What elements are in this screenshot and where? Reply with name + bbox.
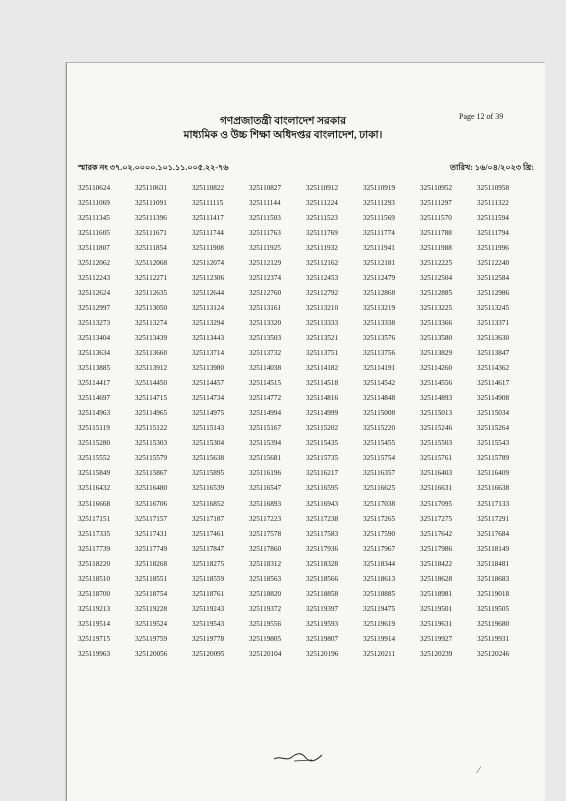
- table-row: [78, 300, 517, 315]
- roll-number-cell: 325113912: [135, 364, 168, 373]
- roll-number-cell: 325120211: [363, 649, 396, 658]
- roll-number-cell: 325112504: [420, 273, 453, 282]
- roll-number-cell: 325117265: [363, 514, 396, 523]
- roll-number-cell: 325111794: [477, 228, 509, 237]
- table-row: [78, 240, 517, 255]
- table-row: [78, 511, 517, 526]
- roll-number-cell: 325117684: [477, 529, 510, 538]
- roll-number-cell: 325113245: [477, 303, 510, 312]
- roll-number-cell: 325111293: [363, 198, 395, 207]
- roll-number-cell: 325118344: [363, 559, 396, 568]
- table-row: [78, 406, 517, 421]
- roll-number-cell: 325113630: [477, 333, 510, 342]
- roll-number-cell: 325119501: [420, 604, 453, 613]
- table-row: [78, 571, 517, 586]
- roll-number-cell: 325117335: [78, 529, 111, 538]
- roll-number-cell: 325119514: [78, 619, 111, 628]
- table-row: [78, 255, 517, 270]
- roll-number-cell: 325114734: [192, 394, 225, 403]
- roll-number-cell: 325117038: [363, 499, 396, 508]
- roll-number-cell: 325117095: [420, 499, 453, 508]
- roll-number-cell: 325111941: [363, 243, 395, 252]
- roll-number-cell: 325117590: [363, 529, 396, 538]
- roll-number-cell: 325114457: [192, 379, 225, 388]
- roll-number-cell: 325115579: [135, 454, 168, 463]
- roll-number-cell: 325114816: [306, 394, 339, 403]
- roll-number-cell: 325111763: [249, 228, 281, 237]
- roll-number-cell: 325110912: [306, 183, 339, 192]
- roll-number-cell: 325117739: [78, 544, 111, 553]
- roll-number-cell: 325120104: [249, 649, 282, 658]
- roll-number-cell: 325112240: [477, 258, 510, 267]
- roll-number-cell: 325120095: [192, 649, 225, 658]
- roll-number-cell: 325112635: [135, 288, 168, 297]
- roll-number-cell: 325113443: [192, 333, 225, 342]
- roll-number-cell: 325118820: [249, 589, 282, 598]
- roll-number-cell: 325118683: [477, 574, 510, 583]
- roll-number-cell: 325118700: [78, 589, 111, 598]
- roll-number-cell: 325113756: [363, 349, 396, 358]
- roll-number-cell: 325117151: [78, 514, 111, 523]
- roll-number-cell: 325116547: [249, 484, 282, 493]
- roll-number-cell: 325111774: [363, 228, 395, 237]
- roll-number-cell: 325112624: [78, 288, 111, 297]
- roll-number-cell: 325113751: [306, 349, 339, 358]
- roll-number-cell: 325119778: [192, 634, 225, 643]
- roll-number-cell: 325117238: [306, 514, 339, 523]
- roll-number-cell: 325115246: [420, 424, 453, 433]
- roll-number-cell: 325116943: [306, 499, 339, 508]
- roll-number-cell: 325114893: [420, 394, 453, 403]
- roll-number-cell: 325114518: [306, 379, 339, 388]
- roll-number-cell: 325115303: [135, 439, 168, 448]
- roll-number-cell: 325111769: [306, 228, 338, 237]
- roll-number-cell: 325111925: [249, 243, 281, 252]
- roll-number-cell: 325115867: [135, 469, 168, 478]
- roll-number-table: [78, 180, 517, 662]
- table-row: [78, 556, 517, 571]
- roll-number-cell: 325120056: [135, 649, 168, 658]
- roll-number-cell: 325111996: [477, 243, 509, 252]
- roll-number-cell: 325118563: [249, 574, 282, 583]
- roll-number-cell: 325112374: [249, 273, 282, 282]
- roll-number-cell: 325113294: [192, 318, 225, 327]
- table-row: [78, 616, 517, 631]
- roll-number-cell: 325111807: [78, 243, 110, 252]
- roll-number-cell: 325114963: [78, 409, 111, 418]
- roll-number-cell: 325119807: [306, 634, 339, 643]
- roll-number-cell: 325114908: [477, 394, 510, 403]
- roll-number-cell: 325113338: [363, 318, 396, 327]
- roll-number-cell: 325111069: [78, 198, 110, 207]
- memo-number: স্মারক নং ৩৭.০২.০০০০.১০১.১১.০০৫.২২-৭৬: [78, 163, 229, 172]
- roll-number-cell: 325114556: [420, 379, 453, 388]
- roll-number-cell: 325118858: [306, 589, 339, 598]
- roll-number-cell: 325112584: [477, 273, 510, 282]
- table-row: [78, 436, 517, 451]
- roll-number-cell: 325115681: [249, 454, 282, 463]
- roll-number-cell: 325112129: [249, 258, 282, 267]
- roll-number-cell: 325117291: [477, 514, 510, 523]
- signature-image: [272, 747, 334, 765]
- roll-number-cell: 325110624: [78, 183, 111, 192]
- table-row: [78, 541, 517, 556]
- roll-number-cell: 325114975: [192, 409, 225, 418]
- government-title: গণপ্রজাতন্ত্রী বাংলাদেশ সরকার: [219, 116, 347, 127]
- table-row: [78, 180, 517, 195]
- roll-number-cell: 325119018: [477, 589, 510, 598]
- roll-number-cell: 325113050: [135, 303, 168, 312]
- roll-number-cell: 325112271: [135, 273, 168, 282]
- roll-number-cell: 325117749: [135, 544, 168, 553]
- roll-number-cell: 325112868: [363, 288, 396, 297]
- roll-number-cell: 325119213: [78, 604, 111, 613]
- roll-number-cell: 325112997: [78, 303, 111, 312]
- roll-number-cell: 325114260: [420, 364, 453, 373]
- roll-number-cell: 325117187: [192, 514, 225, 523]
- roll-number-cell: 325116217: [306, 469, 339, 478]
- roll-number-cell: 325111569: [363, 213, 395, 222]
- roll-number-cell: 325111988: [420, 243, 452, 252]
- roll-number-cell: 325112225: [420, 258, 453, 267]
- margin-mark: ⁄: [478, 765, 480, 775]
- roll-number-cell: 325113274: [135, 318, 168, 327]
- roll-number-cell: 325114617: [477, 379, 510, 388]
- roll-number-cell: 325114965: [135, 409, 168, 418]
- roll-number-cell: 325114848: [363, 394, 396, 403]
- roll-number-cell: 325113366: [420, 318, 453, 327]
- roll-number-cell: 325112074: [192, 258, 225, 267]
- table-row: [78, 586, 517, 601]
- roll-number-cell: 325113219: [363, 303, 396, 312]
- table-row: [78, 391, 517, 406]
- roll-number-cell: 325119715: [78, 634, 111, 643]
- roll-number-cell: 325116432: [78, 484, 111, 493]
- roll-number-cell: 325117860: [249, 544, 282, 553]
- roll-number-cell: 325112479: [363, 273, 396, 282]
- roll-number-cell: 325115013: [420, 409, 453, 418]
- roll-number-cell: 325110631: [135, 183, 168, 192]
- roll-number-cell: 325115789: [477, 454, 510, 463]
- roll-number-cell: 325118328: [306, 559, 339, 568]
- roll-number-cell: 325118481: [477, 559, 510, 568]
- roll-number-cell: 325113847: [477, 349, 510, 358]
- table-row: [78, 496, 517, 511]
- roll-number-cell: 325115503: [420, 439, 453, 448]
- roll-number-cell: 325119243: [192, 604, 225, 613]
- roll-number-cell: 325111908: [192, 243, 224, 252]
- page-number: Page 12 of 39: [459, 112, 504, 121]
- roll-number-cell: 325116196: [249, 469, 282, 478]
- roll-number-cell: 325113320: [249, 318, 282, 327]
- roll-number-cell: 325111144: [249, 198, 281, 207]
- roll-number-cell: 325114999: [306, 409, 339, 418]
- roll-number-cell: 325113439: [135, 333, 168, 342]
- roll-number-cell: 325119680: [477, 619, 510, 628]
- roll-number-cell: 325119397: [306, 604, 339, 613]
- roll-number-cell: 325119475: [363, 604, 396, 613]
- roll-number-cell: 325116403: [420, 469, 453, 478]
- table-row: [78, 210, 517, 225]
- roll-number-cell: 325116357: [363, 469, 396, 478]
- roll-number-cell: 325111932: [306, 243, 338, 252]
- table-row: [78, 376, 517, 391]
- roll-number-cell: 325119963: [78, 649, 111, 658]
- roll-number-cell: 325116539: [192, 484, 225, 493]
- roll-number-cell: 325118628: [420, 574, 453, 583]
- document-date: তারিখ: ১৬/০৪/২০২৩ খ্রি:: [450, 163, 534, 172]
- roll-number-cell: 325111594: [477, 213, 509, 222]
- roll-number-cell: 325115202: [306, 424, 339, 433]
- roll-number-cell: 325118220: [78, 559, 111, 568]
- roll-number-cell: 325111417: [192, 213, 224, 222]
- roll-number-cell: 325118754: [135, 589, 168, 598]
- roll-number-cell: 325112986: [477, 288, 510, 297]
- roll-number-cell: 325118761: [192, 589, 225, 598]
- roll-number-cell: 325113521: [306, 333, 339, 342]
- roll-number-cell: 325113161: [249, 303, 282, 312]
- roll-number-cell: 325110919: [363, 183, 396, 192]
- roll-number-cell: 325116631: [420, 484, 453, 493]
- roll-number-cell: 325111788: [420, 228, 452, 237]
- roll-number-cell: 325114417: [78, 379, 111, 388]
- roll-number-cell: 325118559: [192, 574, 225, 583]
- roll-number-cell: 325111115: [192, 198, 224, 207]
- roll-number-cell: 325110827: [249, 183, 282, 192]
- roll-number-cell: 325116706: [135, 499, 168, 508]
- roll-number-cell: 325116638: [477, 484, 510, 493]
- roll-number-cell: 325115638: [192, 454, 225, 463]
- table-row: [78, 481, 517, 496]
- table-row: [78, 361, 517, 376]
- roll-number-cell: 325115167: [249, 424, 282, 433]
- roll-number-cell: 325115143: [192, 424, 225, 433]
- table-row: [78, 225, 517, 240]
- roll-number-cell: 325113273: [78, 318, 111, 327]
- roll-number-cell: 325113980: [192, 364, 225, 373]
- roll-number-cell: 325113885: [78, 364, 111, 373]
- roll-number-cell: 325120196: [306, 649, 339, 658]
- roll-number-cell: 325111345: [78, 213, 110, 222]
- roll-number-cell: 325117583: [306, 529, 339, 538]
- roll-number-cell: 325113225: [420, 303, 453, 312]
- roll-number-cell: 325118275: [192, 559, 225, 568]
- roll-number-cell: 325116595: [306, 484, 339, 493]
- table-row: [78, 601, 517, 616]
- roll-number-cell: 325112243: [78, 273, 111, 282]
- roll-number-cell: 325115552: [78, 454, 111, 463]
- roll-number-cell: 325117986: [420, 544, 453, 553]
- roll-number-cell: 325113732: [249, 349, 282, 358]
- roll-number-cell: 325119543: [192, 619, 225, 628]
- roll-number-cell: 325115735: [306, 454, 339, 463]
- roll-number-cell: 325113503: [249, 333, 282, 342]
- roll-number-cell: 325115264: [477, 424, 510, 433]
- roll-number-cell: 325112792: [306, 288, 339, 297]
- roll-number-cell: 325119372: [249, 604, 282, 613]
- roll-number-cell: 325115895: [192, 469, 225, 478]
- roll-number-cell: 325117847: [192, 544, 225, 553]
- roll-number-cell: 325113404: [78, 333, 111, 342]
- roll-number-cell: 325111671: [135, 228, 167, 237]
- roll-number-cell: 325114772: [249, 394, 282, 403]
- roll-number-cell: 325117642: [420, 529, 453, 538]
- roll-number-cell: 325112306: [192, 273, 225, 282]
- roll-number-cell: 325114697: [78, 394, 111, 403]
- roll-number-cell: 325111396: [135, 213, 167, 222]
- roll-number-cell: 325115034: [477, 409, 510, 418]
- roll-number-cell: 325119914: [363, 634, 396, 643]
- roll-number-cell: 325111322: [477, 198, 509, 207]
- roll-number-cell: 325118613: [363, 574, 396, 583]
- roll-number-cell: 325115543: [477, 439, 510, 448]
- roll-number-cell: 325114994: [249, 409, 282, 418]
- roll-number-cell: 325115220: [363, 424, 396, 433]
- roll-number-cell: 325114515: [249, 379, 282, 388]
- roll-number-cell: 325112162: [306, 258, 339, 267]
- roll-number-cell: 325119931: [477, 634, 510, 643]
- roll-number-cell: 325119593: [306, 619, 339, 628]
- roll-number-cell: 325118312: [249, 559, 282, 568]
- roll-number-cell: 325118981: [420, 589, 453, 598]
- roll-number-cell: 325114182: [306, 364, 339, 373]
- table-row: [78, 466, 517, 481]
- roll-number-cell: 325119631: [420, 619, 453, 628]
- roll-number-cell: 325113576: [363, 333, 396, 342]
- roll-number-cell: 325110952: [420, 183, 453, 192]
- roll-number-cell: 325111854: [135, 243, 167, 252]
- roll-number-cell: 325117461: [192, 529, 225, 538]
- roll-number-cell: 325115119: [78, 424, 110, 433]
- roll-number-cell: 325111503: [249, 213, 281, 222]
- roll-number-cell: 325116409: [477, 469, 510, 478]
- roll-number-cell: 325114542: [363, 379, 396, 388]
- roll-number-cell: 325117223: [249, 514, 282, 523]
- roll-number-cell: 325112181: [363, 258, 396, 267]
- roll-number-cell: 325119524: [135, 619, 168, 628]
- roll-number-cell: 325116668: [78, 499, 111, 508]
- roll-number-cell: 325114191: [363, 364, 396, 373]
- roll-number-cell: 325112760: [249, 288, 282, 297]
- roll-number-cell: 325116625: [363, 484, 396, 493]
- roll-number-cell: 325117157: [135, 514, 168, 523]
- roll-number-cell: 325113210: [306, 303, 339, 312]
- roll-number-cell: 325112644: [192, 288, 225, 297]
- roll-number-cell: 325115435: [306, 439, 339, 448]
- roll-number-cell: 325117578: [249, 529, 282, 538]
- roll-number-cell: 325112453: [306, 273, 339, 282]
- roll-number-cell: 325118422: [420, 559, 453, 568]
- roll-number-cell: 325111297: [420, 198, 452, 207]
- roll-number-cell: 325118510: [78, 574, 111, 583]
- roll-number-cell: 325111224: [306, 198, 338, 207]
- roll-number-cell: 325118551: [135, 574, 168, 583]
- roll-number-cell: 325115304: [192, 439, 225, 448]
- roll-number-cell: 325114715: [135, 394, 168, 403]
- department-title: মাধ্যমিক ও উচ্চ শিক্ষা অধিদপ্তর বাংলাদেশ, ঢাকা।: [183, 130, 383, 141]
- roll-number-cell: 325119556: [249, 619, 282, 628]
- roll-number-cell: 325114038: [249, 364, 282, 373]
- table-row: [78, 421, 517, 436]
- roll-number-cell: 325116852: [192, 499, 225, 508]
- table-row: [78, 315, 517, 330]
- roll-number-cell: 325111523: [306, 213, 338, 222]
- table-row: [78, 285, 517, 300]
- table-row: [78, 526, 517, 541]
- roll-number-cell: 325119619: [363, 619, 396, 628]
- table-row: [78, 195, 517, 210]
- table-row: [78, 330, 517, 345]
- roll-number-cell: 325113333: [306, 318, 339, 327]
- roll-number-cell: 325118885: [363, 589, 396, 598]
- roll-number-cell: 325120246: [477, 649, 510, 658]
- roll-number-cell: 325116893: [249, 499, 282, 508]
- roll-number-cell: 325115761: [420, 454, 453, 463]
- roll-number-cell: 325115394: [249, 439, 282, 448]
- roll-number-cell: 325120239: [420, 649, 453, 658]
- roll-number-cell: 325115280: [78, 439, 111, 448]
- roll-number-cell: 325113371: [477, 318, 510, 327]
- roll-number-cell: 325113660: [135, 349, 168, 358]
- roll-number-cell: 325118149: [477, 544, 510, 553]
- table-row: [78, 631, 517, 646]
- roll-number-cell: 325111570: [420, 213, 452, 222]
- roll-number-cell: 325119759: [135, 634, 168, 643]
- table-row: [78, 270, 517, 285]
- roll-number-cell: 325117936: [306, 544, 339, 553]
- roll-number-cell: 325114450: [135, 379, 168, 388]
- roll-number-cell: 325115849: [78, 469, 111, 478]
- roll-number-cell: 325112885: [420, 288, 453, 297]
- roll-number-cell: 325113829: [420, 349, 453, 358]
- roll-number-cell: 325119505: [477, 604, 510, 613]
- roll-number-cell: 325119228: [135, 604, 168, 613]
- roll-number-cell: 325111744: [192, 228, 224, 237]
- roll-number-cell: 325116480: [135, 484, 168, 493]
- roll-number-cell: 325113580: [420, 333, 453, 342]
- roll-number-cell: 325111091: [135, 198, 167, 207]
- roll-number-cell: 325112068: [135, 258, 168, 267]
- roll-number-cell: 325118566: [306, 574, 339, 583]
- roll-number-cell: 325115754: [363, 454, 396, 463]
- table-row: [78, 346, 517, 361]
- roll-number-cell: 325110822: [192, 183, 225, 192]
- roll-number-cell: 325117431: [135, 529, 168, 538]
- roll-number-cell: 325115008: [363, 409, 396, 418]
- roll-number-cell: 325114362: [477, 364, 510, 373]
- roll-number-cell: 325111605: [78, 228, 110, 237]
- roll-number-cell: 325115122: [135, 424, 168, 433]
- roll-number-cell: 325118268: [135, 559, 168, 568]
- roll-number-cell: 325117275: [420, 514, 453, 523]
- table-row: [78, 646, 517, 661]
- roll-number-cell: 325117133: [477, 499, 510, 508]
- roll-number-cell: 325119805: [249, 634, 282, 643]
- roll-number-cell: 325113124: [192, 303, 225, 312]
- roll-number-cell: 325113634: [78, 349, 111, 358]
- roll-number-cell: 325115455: [363, 439, 396, 448]
- table-row: [78, 451, 517, 466]
- roll-number-cell: 325117967: [363, 544, 396, 553]
- roll-number-cell: 325110958: [477, 183, 510, 192]
- roll-number-cell: 325112062: [78, 258, 111, 267]
- roll-number-cell: 325113714: [192, 349, 225, 358]
- roll-number-cell: 325119927: [420, 634, 453, 643]
